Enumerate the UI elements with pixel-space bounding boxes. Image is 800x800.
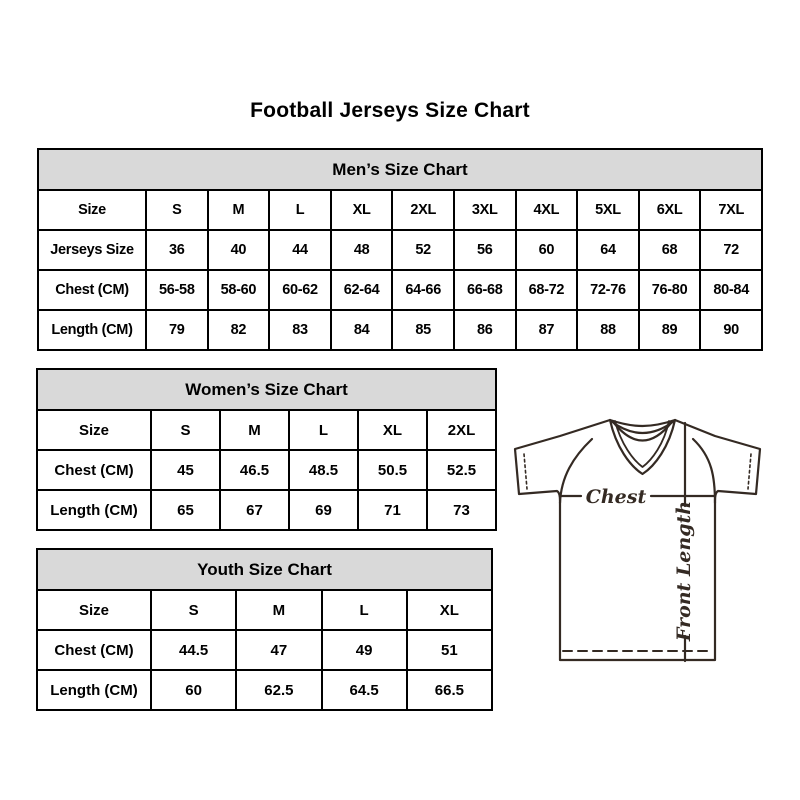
- table-row: [37, 670, 492, 710]
- value-cell: 6XL: [639, 190, 701, 230]
- value-cell: 87: [516, 310, 578, 350]
- table-header-row: [37, 549, 492, 590]
- value-cell: 58-60: [208, 270, 270, 310]
- row-label-cell: Size: [38, 190, 146, 230]
- value-cell: 89: [639, 310, 701, 350]
- table-row: [37, 590, 492, 630]
- value-cell: L: [322, 590, 407, 630]
- jersey-measurement-diagram: [505, 413, 771, 667]
- jersey-outline-shape: [515, 420, 760, 660]
- womens-size-table: [36, 368, 497, 531]
- value-cell: 86: [454, 310, 516, 350]
- table-row: [37, 490, 496, 530]
- value-cell: 50.5: [358, 450, 427, 490]
- row-label-cell: Chest (CM): [37, 450, 151, 490]
- table-row: [38, 310, 762, 350]
- value-cell: 60-62: [269, 270, 331, 310]
- value-cell: 72: [700, 230, 762, 270]
- value-cell: XL: [331, 190, 393, 230]
- value-cell: 73: [427, 490, 496, 530]
- value-cell: 82: [208, 310, 270, 350]
- value-cell: 45: [151, 450, 220, 490]
- value-cell: 46.5: [220, 450, 289, 490]
- jersey-diagram-svg: [505, 413, 771, 667]
- value-cell: 84: [331, 310, 393, 350]
- value-cell: 69: [289, 490, 358, 530]
- row-label-cell: Size: [37, 590, 151, 630]
- value-cell: 90: [700, 310, 762, 350]
- row-label-cell: Jerseys Size: [38, 230, 146, 270]
- row-label-cell: Length (CM): [38, 310, 146, 350]
- value-cell: 5XL: [577, 190, 639, 230]
- value-cell: 51: [407, 630, 492, 670]
- mens-size-table: [37, 148, 763, 351]
- value-cell: 48: [331, 230, 393, 270]
- youth-table-title: Youth Size Chart: [37, 549, 492, 590]
- table-header-row: [38, 149, 762, 190]
- value-cell: L: [269, 190, 331, 230]
- value-cell: 68-72: [516, 270, 578, 310]
- value-cell: L: [289, 410, 358, 450]
- value-cell: 65: [151, 490, 220, 530]
- value-cell: 88: [577, 310, 639, 350]
- value-cell: 36: [146, 230, 208, 270]
- value-cell: 47: [236, 630, 321, 670]
- value-cell: 67: [220, 490, 289, 530]
- value-cell: 4XL: [516, 190, 578, 230]
- value-cell: 66-68: [454, 270, 516, 310]
- value-cell: 48.5: [289, 450, 358, 490]
- table-row: [37, 630, 492, 670]
- value-cell: 62-64: [331, 270, 393, 310]
- value-cell: 85: [392, 310, 454, 350]
- table-row: [38, 230, 762, 270]
- value-cell: 7XL: [700, 190, 762, 230]
- value-cell: 60: [516, 230, 578, 270]
- womens-table-title: Women’s Size Chart: [37, 369, 496, 410]
- table-header-row: [37, 369, 496, 410]
- value-cell: 3XL: [454, 190, 516, 230]
- value-cell: 52: [392, 230, 454, 270]
- value-cell: S: [151, 410, 220, 450]
- value-cell: 56: [454, 230, 516, 270]
- value-cell: 80-84: [700, 270, 762, 310]
- value-cell: 79: [146, 310, 208, 350]
- value-cell: 44: [269, 230, 331, 270]
- value-cell: 71: [358, 490, 427, 530]
- value-cell: S: [151, 590, 236, 630]
- value-cell: 64-66: [392, 270, 454, 310]
- value-cell: 60: [151, 670, 236, 710]
- row-label-cell: Length (CM): [37, 490, 151, 530]
- table-row: [38, 270, 762, 310]
- value-cell: 2XL: [392, 190, 454, 230]
- value-cell: 76-80: [639, 270, 701, 310]
- row-label-cell: Chest (CM): [38, 270, 146, 310]
- chest-label: Chest: [585, 486, 647, 508]
- value-cell: 40: [208, 230, 270, 270]
- value-cell: M: [208, 190, 270, 230]
- value-cell: XL: [358, 410, 427, 450]
- value-cell: 49: [322, 630, 407, 670]
- value-cell: 64.5: [322, 670, 407, 710]
- value-cell: 72-76: [577, 270, 639, 310]
- value-cell: 52.5: [427, 450, 496, 490]
- value-cell: XL: [407, 590, 492, 630]
- value-cell: 2XL: [427, 410, 496, 450]
- table-row: [37, 410, 496, 450]
- row-label-cell: Length (CM): [37, 670, 151, 710]
- table-row: [37, 450, 496, 490]
- page-title: Football Jerseys Size Chart: [250, 99, 530, 122]
- youth-size-table: [36, 548, 493, 711]
- value-cell: M: [236, 590, 321, 630]
- value-cell: S: [146, 190, 208, 230]
- value-cell: 62.5: [236, 670, 321, 710]
- value-cell: 44.5: [151, 630, 236, 670]
- front-length-label: Front Length: [673, 500, 695, 642]
- mens-table-title: Men’s Size Chart: [38, 149, 762, 190]
- table-row: [38, 190, 762, 230]
- value-cell: 66.5: [407, 670, 492, 710]
- value-cell: M: [220, 410, 289, 450]
- value-cell: 83: [269, 310, 331, 350]
- value-cell: 68: [639, 230, 701, 270]
- value-cell: 64: [577, 230, 639, 270]
- row-label-cell: Chest (CM): [37, 630, 151, 670]
- value-cell: 56-58: [146, 270, 208, 310]
- row-label-cell: Size: [37, 410, 151, 450]
